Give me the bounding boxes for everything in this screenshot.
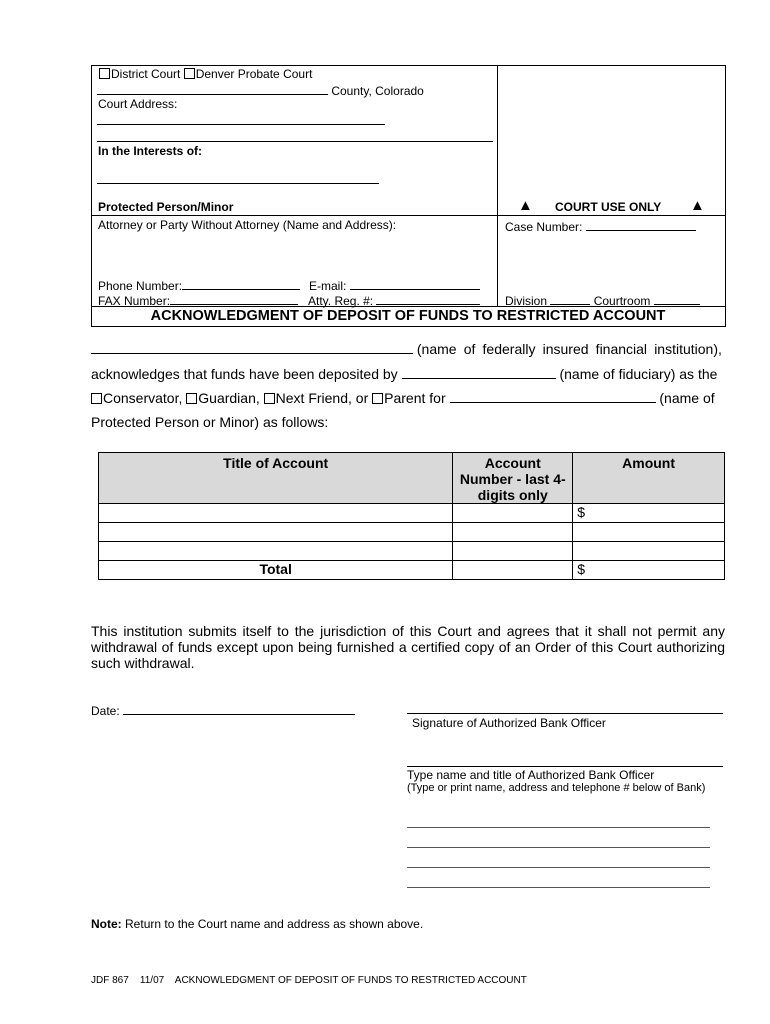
table-row: [99, 504, 725, 523]
fiduciary-blank[interactable]: [402, 366, 556, 379]
county-line: [97, 82, 424, 98]
account-number-cell[interactable]: [453, 542, 573, 561]
bank-info-line[interactable]: [407, 867, 710, 868]
courtroom-label: Courtroom: [593, 294, 651, 308]
role-guardian: Guardian,: [198, 390, 260, 406]
court-address-label: Court Address:: [98, 97, 178, 111]
note-label: Note:: [91, 917, 122, 931]
footer-revision: 11/07: [139, 975, 165, 986]
type-name-label: Type name and title of Authorized Bank Officer: [407, 768, 655, 782]
email-blank[interactable]: [350, 277, 480, 290]
atty-reg-line: [308, 292, 480, 308]
role-next-friend: Next Friend, or: [275, 390, 369, 406]
email-label: E-mail:: [309, 279, 347, 293]
denver-probate-label: Denver Probate Court: [195, 67, 313, 81]
account-number-cell[interactable]: [453, 523, 573, 542]
court-address-blank[interactable]: [97, 124, 385, 125]
protected-person-blank[interactable]: [450, 390, 656, 403]
statement-continuation: Protected Person or Minor) as follows:: [91, 414, 329, 430]
guardian-checkbox[interactable]: [186, 393, 197, 404]
total-row: [99, 561, 725, 580]
case-number-label: Case Number:: [505, 220, 583, 234]
interests-label: In the Interests of:: [98, 144, 203, 158]
table-row: [99, 542, 725, 561]
statement-line-1: [91, 341, 722, 357]
protected-person-label: Protected Person/Minor: [98, 200, 234, 214]
signature-line[interactable]: [407, 713, 723, 714]
date-blank[interactable]: [123, 702, 355, 715]
institution-blank[interactable]: [91, 341, 413, 354]
fax-line: [98, 292, 298, 308]
county-suffix: County, Colorado: [331, 84, 424, 98]
role-parent: Parent for: [384, 390, 446, 406]
note: [91, 917, 423, 931]
footer: [91, 975, 527, 987]
account-number-cell[interactable]: [453, 504, 573, 523]
note-text: Return to the Court name and address as shown above.: [125, 917, 424, 931]
statement-line-3: [91, 390, 715, 406]
date-line: [91, 702, 355, 718]
denver-probate-checkbox[interactable]: [184, 68, 195, 79]
account-title-cell[interactable]: [99, 542, 453, 561]
total-currency-symbol: $: [577, 561, 585, 577]
total-label: Total: [99, 561, 453, 580]
role-conservator: Conservator,: [103, 390, 183, 406]
jurisdiction-text: This institution submits itself to the jurisdiction of this Court and agrees that it shall not permit any withdrawal of funds except upon being furnished a certified copy of an Order of this Court authorizing such withdrawal.: [91, 623, 725, 671]
district-court-label: District Court: [111, 67, 181, 81]
county-blank[interactable]: [97, 82, 328, 95]
total-amount-cell[interactable]: [573, 561, 725, 580]
fax-label: FAX Number:: [98, 294, 171, 308]
case-number-line: [505, 218, 696, 234]
court-use-only-label: COURT USE ONLY: [555, 200, 662, 214]
next-friend-checkbox[interactable]: [264, 393, 275, 404]
case-number-blank[interactable]: [586, 218, 696, 231]
courtroom-blank[interactable]: [654, 292, 700, 305]
fax-blank[interactable]: [170, 292, 298, 305]
total-account-cell: [453, 561, 573, 580]
amount-cell[interactable]: [573, 523, 725, 542]
signature-label: Signature of Authorized Bank Officer: [412, 716, 606, 730]
district-court-checkbox[interactable]: [99, 68, 110, 79]
bank-info-line[interactable]: [407, 887, 710, 888]
division-blank[interactable]: [550, 292, 590, 305]
role-suffix: (name of: [659, 390, 715, 406]
court-use-right-triangle-icon: ▲: [690, 197, 705, 214]
type-name-sub: (Type or print name, address and telephone # below of Bank): [407, 782, 706, 794]
court-use-left-triangle-icon: ▲: [518, 197, 533, 214]
phone-line: [98, 277, 300, 293]
header-account-number: Account Number - last 4-digits only: [453, 453, 573, 504]
phone-label: Phone Number:: [98, 279, 183, 293]
conservator-checkbox[interactable]: [91, 393, 102, 404]
form-title: ACKNOWLEDGMENT OF DEPOSIT OF FUNDS TO RESTRICTED ACCOUNT: [150, 308, 666, 324]
email-line: [309, 277, 480, 293]
institution-suffix: (name of federally insured financial institution),: [416, 341, 722, 357]
atty-reg-blank[interactable]: [376, 292, 480, 305]
interests-blank[interactable]: [97, 183, 379, 184]
ack-prefix: acknowledges that funds have been deposited by: [91, 366, 398, 382]
division-line: [505, 292, 700, 308]
currency-symbol: $: [577, 504, 585, 520]
attorney-label: Attorney or Party Without Attorney (Name and Address):: [98, 218, 397, 232]
type-name-line[interactable]: [407, 766, 723, 767]
account-title-cell[interactable]: [99, 523, 453, 542]
phone-blank[interactable]: [182, 277, 300, 290]
header-title-of-account: Title of Account: [99, 453, 453, 504]
header-amount: Amount: [573, 453, 725, 504]
date-label: Date:: [91, 704, 120, 718]
amount-cell[interactable]: [573, 504, 725, 523]
atty-reg-label: Atty. Reg. #:: [308, 294, 374, 308]
bank-info-line[interactable]: [407, 847, 710, 848]
account-table: [98, 452, 725, 580]
parent-checkbox[interactable]: [372, 393, 383, 404]
footer-title: ACKNOWLEDGMENT OF DEPOSIT OF FUNDS TO RESTRICTED ACCOUNT: [174, 975, 527, 986]
bank-info-line[interactable]: [407, 827, 710, 828]
ack-suffix: (name of fiduciary) as the: [559, 366, 718, 382]
table-row: [99, 523, 725, 542]
division-label: Division: [505, 294, 548, 308]
court-type-options: [99, 67, 312, 81]
amount-cell[interactable]: [573, 542, 725, 561]
statement-line-2: [91, 366, 717, 382]
footer-form-id: JDF 867: [91, 975, 129, 986]
table-header-row: [99, 453, 725, 504]
account-title-cell[interactable]: [99, 504, 453, 523]
